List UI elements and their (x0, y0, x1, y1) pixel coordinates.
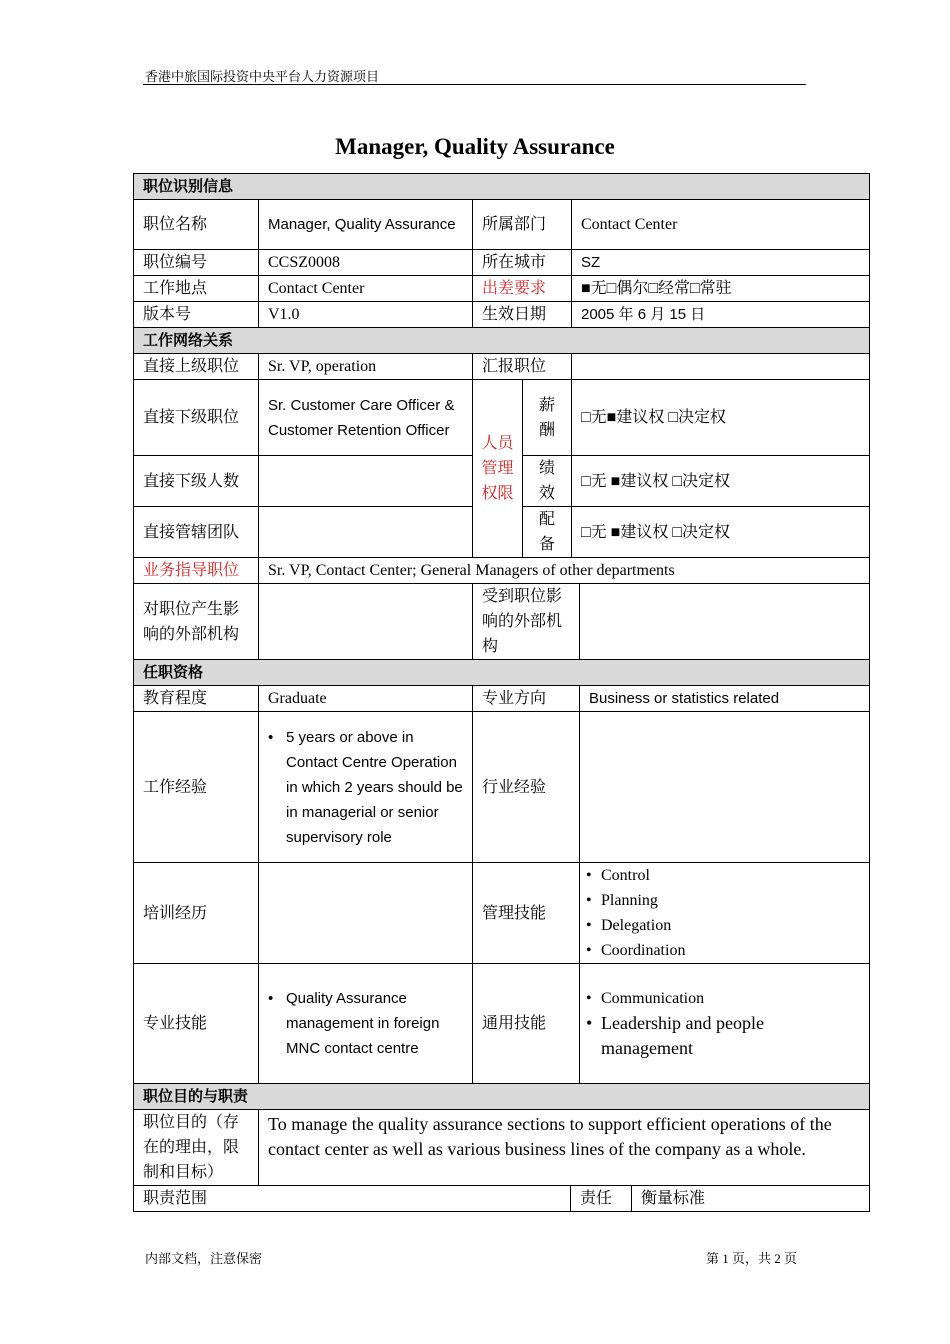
superior-value: Sr. VP, operation (258, 353, 473, 380)
city-label: 所在城市 (472, 249, 572, 276)
staffing-label: 配备 (522, 506, 572, 558)
general-skills-cell (579, 963, 870, 1084)
professional-skill-item: • Quality Assurance management in foreign MNC contact centre (268, 986, 463, 1061)
authority-label: 人员管理权限 (472, 379, 523, 558)
scope-label: 职责范围 (133, 1185, 571, 1212)
major-value: Business or statistics related (579, 685, 870, 712)
version-label: 版本号 (133, 301, 259, 328)
department-label: 所属部门 (472, 199, 572, 250)
sub-count-label: 直接下级人数 (133, 455, 259, 507)
report-value (571, 353, 870, 380)
header-project: 香港中旅国际投资中央平台人力资源项目 (145, 69, 380, 84)
department-value: Contact Center (571, 199, 870, 250)
training-label: 培训经历 (133, 862, 259, 964)
mgmt-skill-item: • Coordination (586, 938, 685, 963)
industry-value (579, 711, 870, 863)
mgmt-skill-item: • Delegation (586, 913, 685, 938)
education-label: 教育程度 (133, 685, 259, 712)
industry-label: 行业经验 (472, 711, 580, 863)
purpose-label: 职位目的（存在的理由，限制和目标） (133, 1109, 259, 1186)
travel-options: ■无□偶尔□经常□常驻 (571, 275, 870, 302)
guidance-label: 业务指导职位 (133, 557, 259, 584)
section-identification: 职位识别信息 (133, 173, 870, 200)
training-value (258, 862, 473, 964)
general-skill-item: • Communication (586, 986, 860, 1011)
position-name-label: 职位名称 (133, 199, 259, 250)
mgmt-skill-item: • Control (586, 863, 685, 888)
report-label: 汇报职位 (472, 353, 572, 380)
mgmt-skills-cell (579, 862, 870, 964)
subordinate-label: 直接下级职位 (133, 379, 259, 456)
measure-label: 衡量标准 (631, 1185, 870, 1212)
team-label: 直接管辖团队 (133, 506, 259, 558)
general-skills-list (586, 986, 860, 1061)
effective-date-value: 2005 年 6 月 15 日 (571, 301, 870, 328)
position-code-value: CCSZ0008 (258, 249, 473, 276)
education-value: Graduate (258, 685, 473, 712)
section-purpose: 职位目的与职责 (133, 1083, 870, 1110)
responsibility-label: 责任 (570, 1185, 632, 1212)
major-label: 专业方向 (472, 685, 580, 712)
section-qualification: 任职资格 (133, 659, 870, 686)
external-influenced-label: 受到职位影响的外部机构 (472, 583, 580, 660)
professional-skills-list (268, 986, 463, 1061)
professional-skills-label: 专业技能 (133, 963, 259, 1084)
location-value: Contact Center (258, 275, 473, 302)
job-description-table (134, 174, 871, 1213)
experience-item: • 5 years or above in Contact Centre Operation in which 2 years should be in managerial or senior supervisory role (268, 725, 463, 850)
team-value (258, 506, 473, 558)
city-value: SZ (571, 249, 870, 276)
effective-date-label: 生效日期 (472, 301, 572, 328)
external-influencing-label: 对职位产生影响的外部机构 (133, 583, 259, 660)
performance-label: 绩效 (522, 455, 572, 507)
experience-cell (258, 711, 473, 863)
mgmt-skills-list (586, 863, 685, 963)
sub-count-value (258, 455, 473, 507)
staffing-authority: □无 ■建议权 □决定权 (571, 506, 870, 558)
mgmt-skills-label: 管理技能 (472, 862, 580, 964)
subordinate-value: Sr. Customer Care Officer & Customer Retention Officer (258, 379, 473, 456)
salary-label: 薪酬 (522, 379, 572, 456)
footer-page-number: 第 1 页，共 2 页 (706, 1251, 798, 1266)
professional-skills-cell (258, 963, 473, 1084)
version-value: V1.0 (258, 301, 473, 328)
external-influenced-value (579, 583, 870, 660)
external-influencing-value (258, 583, 473, 660)
section-network: 工作网络关系 (133, 327, 870, 354)
mgmt-skill-item: • Planning (586, 888, 685, 913)
experience-label: 工作经验 (133, 711, 259, 863)
superior-label: 直接上级职位 (133, 353, 259, 380)
travel-label: 出差要求 (472, 275, 572, 302)
purpose-text: To manage the quality assurance sections to support efficient operations of the contact center as well as various business lines of the company as a whole. (258, 1109, 870, 1186)
page-title: Manager, Quality Assurance (335, 134, 615, 159)
general-skill-item: • Leadership and people management (586, 1011, 860, 1061)
experience-list (268, 725, 463, 850)
position-name-value: Manager, Quality Assurance (258, 199, 473, 250)
position-code-label: 职位编号 (133, 249, 259, 276)
performance-authority: □无 ■建议权 □决定权 (571, 455, 870, 507)
header-rule (143, 84, 806, 85)
guidance-value: Sr. VP, Contact Center; General Managers of other departments (258, 557, 870, 584)
footer-confidential: 内部文档，注意保密 (145, 1251, 263, 1266)
location-label: 工作地点 (133, 275, 259, 302)
salary-authority: □无■建议权 □决定权 (571, 379, 870, 456)
general-skills-label: 通用技能 (472, 963, 580, 1084)
